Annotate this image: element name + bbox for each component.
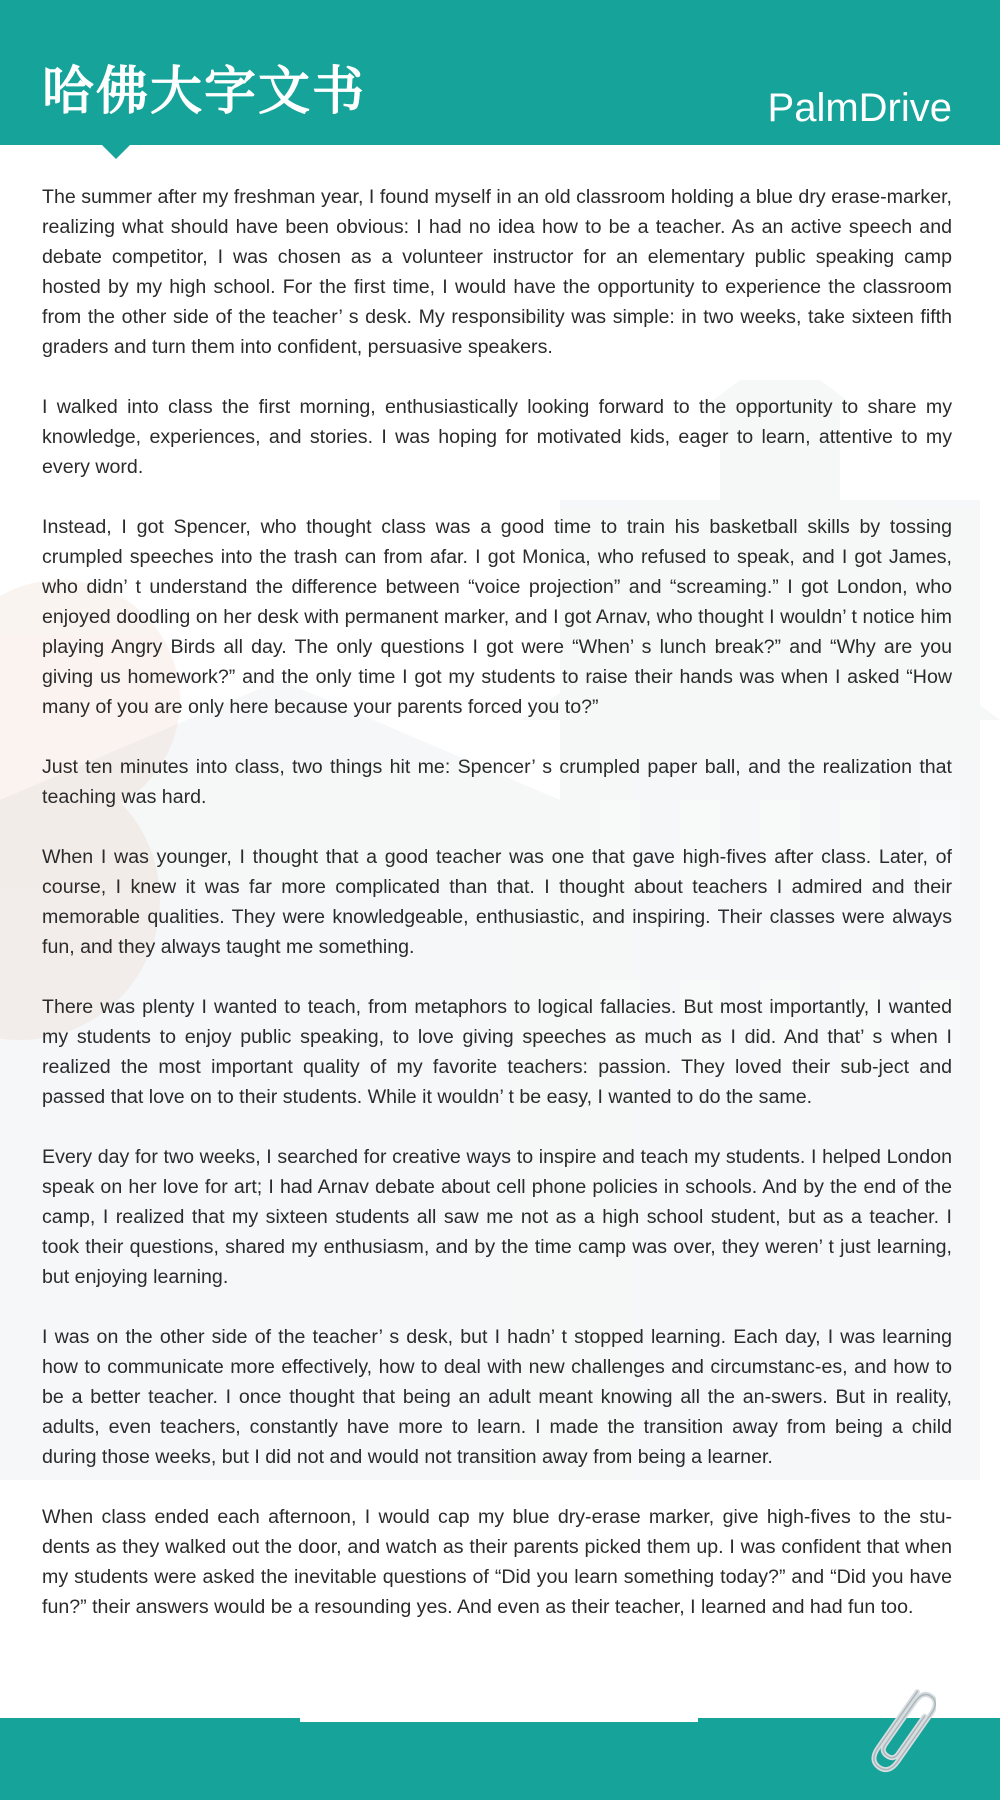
paragraph: Every day for two weeks, I searched for creative ways to inspire and teach my students. I helped London speak on her love for art; I had Arnav debate about cell phone policies in schools. And by the end of the camp, I realized that my sixteen students all saw me not as a high school student, but as a teacher. I took their questions, shared my enthusiasm, and by the time camp was over, they weren’ t just learning, but enjoying learning. xyxy=(42,1146,952,1288)
brand-logo-text: PalmDrive xyxy=(767,86,952,130)
footer-notch-right xyxy=(698,1718,1000,1724)
paragraph: I was on the other side of the teacher’ s desk, but I hadn’ t stopped learning. Each day, I was learning how to communicate more effectively, how to deal with new challenges and circumstanc-es, and how to be a better teacher. I once thought that being an adult meant knowing all the an-swers. But in reality, adults, even teachers, constantly have more to learn. I made the transition away from being a child during those weeks, but I did not and would not transition away from being a learner. xyxy=(42,1326,952,1468)
paragraph: I walked into class the first morning, enthusiastically looking forward to the opportunity to share my knowledge, experiences, and stories. I was hoping for motivated kids, eager to learn, attentive to my every word. xyxy=(42,396,952,478)
footer-notch-left xyxy=(0,1718,300,1724)
paragraph: When class ended each afternoon, I would cap my blue dry-erase marker, give high-fives to the stu-dents as they walked out the door, and watch as their parents picked them up. I was confident that when my students were asked the inevitable questions of “Did you learn something today?” and “Did you have fun?” their answers would be a resounding yes. And even as their teacher, I learned and had fun too. xyxy=(42,1506,952,1618)
paragraph: When I was younger, I thought that a good teacher was one that gave high-fives after class. Later, of course, I knew it was far more complicated than that. I thought about teachers I admired and their memorable qualities. They were knowledgeable, enthusiastic, and inspiring. Their classes were always fun, and they always taught me something. xyxy=(42,846,952,958)
essay-body xyxy=(42,182,952,1622)
paragraph: Instead, I got Spencer, who thought class was a good time to train his basketball skills by tossing crumpled speeches into the trash can from afar. I got Monica, who refused to speak, and I got James, who didn’ t understand the difference between “voice projection” and “screaming.” I got London, who enjoyed doodling on her desk with permanent marker, and I got Arnav, who thought I wouldn’ t notice him playing Angry Birds all day. The only questions I got were “When’ s lunch break?” and “Why are you giving us homework?” and the only time I got my students to raise their hands was when I asked “How many of you are only here because your parents forced you to?” xyxy=(42,516,952,718)
paperclip-icon xyxy=(862,1676,936,1784)
paragraph: Just ten minutes into class, two things hit me: Spencer’ s crumpled paper ball, and the realization that teaching was hard. xyxy=(42,756,952,808)
paragraph: The summer after my freshman year, I found myself in an old classroom holding a blue dry erase-marker, realizing what should have been obvious: I had no idea how to be a teacher. As an active speech and debate competitor, I was chosen as a volunteer instructor for an elementary public speaking camp hosted by my high school. For the first time, I would have the opportunity to experience the classroom from the other side of the teacher’ s desk. My responsibility was simple: in two weeks, take sixteen fifth graders and turn them into confident, persuasive speakers. xyxy=(42,186,952,358)
paragraph: There was plenty I wanted to teach, from metaphors to logical fallacies. But most importantly, I wanted my students to enjoy public speaking, to love giving speeches as much as I did. And that’ s when I realized the most important quality of my favorite teachers: passion. They loved their sub-ject and passed that love on to their students. While it wouldn’ t be easy, I wanted to do the same. xyxy=(42,996,952,1108)
header-pointer xyxy=(102,145,130,159)
page-title: 哈佛大字文书 xyxy=(42,62,367,122)
footer-band xyxy=(0,1722,1000,1800)
